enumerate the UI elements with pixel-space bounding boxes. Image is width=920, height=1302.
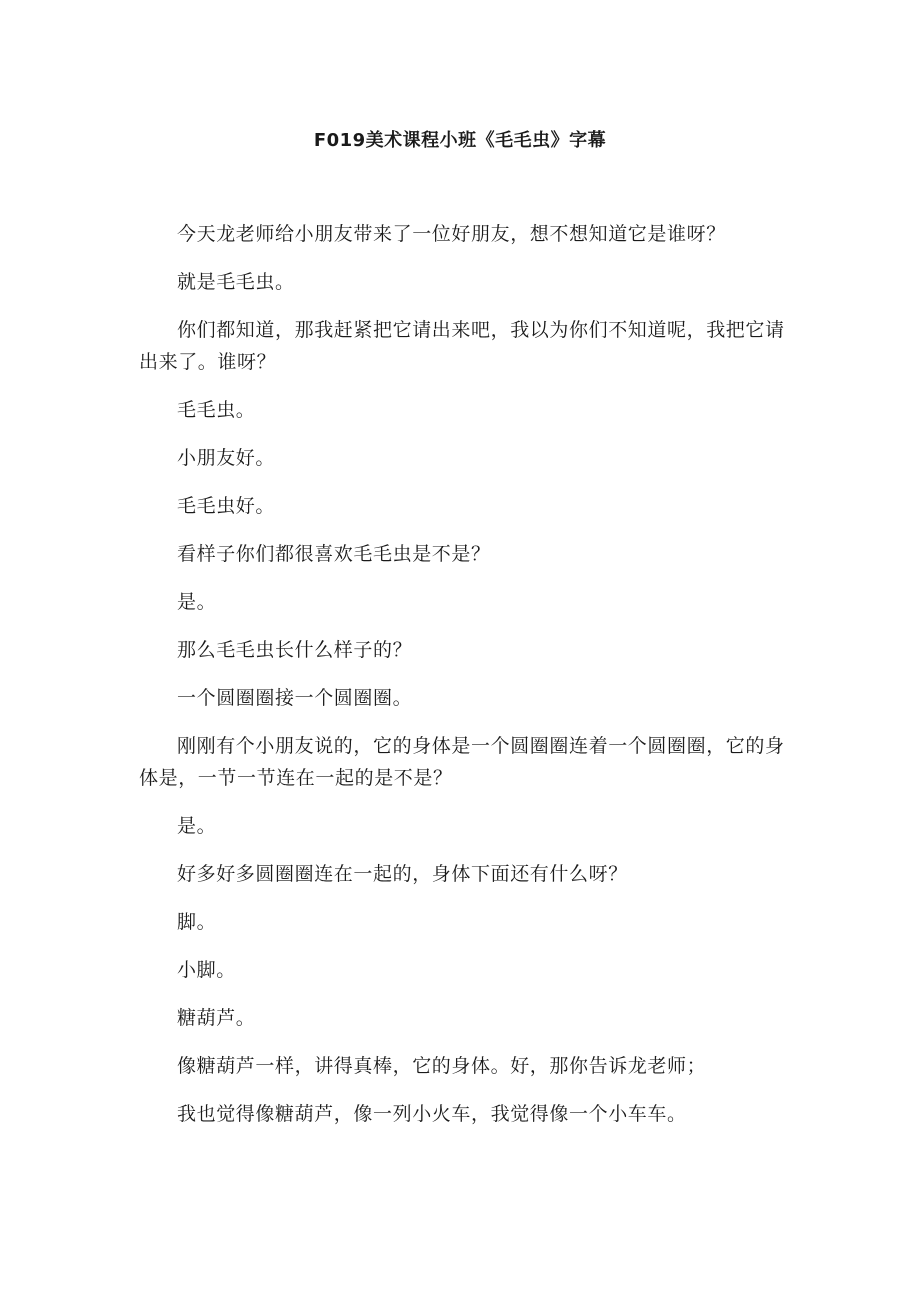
paragraph: 是。 — [177, 591, 217, 613]
paragraph: 刚刚有个小朋友说的，它的身体是一个圆圈圈连着一个圆圈圈，它的身体是，一节一节连在一起的是不是？ — [139, 735, 785, 789]
paragraph: 那么毛毛虫长什么样子的？ — [177, 639, 413, 661]
paragraph: 糖葫芦。 — [177, 1007, 256, 1029]
paragraph: 毛毛虫好。 — [177, 495, 276, 517]
paragraph: 我也觉得像糖葫芦，像一列小火车，我觉得像一个小车车。 — [177, 1103, 687, 1125]
document-title: F019美术课程小班《毛毛虫》字幕 — [313, 130, 607, 151]
paragraph: 小脚。 — [177, 959, 236, 981]
document-body — [139, 218, 789, 1146]
paragraph: 是。 — [177, 815, 217, 837]
paragraph: 小朋友好。 — [177, 447, 276, 469]
paragraph: 毛毛虫。 — [177, 399, 256, 421]
paragraph: 看样子你们都很喜欢毛毛虫是不是？ — [177, 543, 491, 565]
paragraph: 好多好多圆圈圈连在一起的，身体下面还有什么呀？ — [177, 863, 628, 885]
paragraph: 就是毛毛虫。 — [177, 271, 295, 293]
paragraph: 一个圆圈圈接一个圆圈圈。 — [177, 687, 413, 709]
paragraph: 像糖葫芦一样，讲得真棒，它的身体。好，那你告诉龙老师； — [177, 1055, 707, 1077]
paragraph: 脚。 — [177, 911, 217, 933]
paragraph: 你们都知道，那我赶紧把它请出来吧，我以为你们不知道呢，我把它请出来了。谁呀？ — [139, 319, 785, 373]
paragraph: 今天龙老师给小朋友带来了一位好朋友，想不想知道它是谁呀？ — [177, 223, 726, 245]
